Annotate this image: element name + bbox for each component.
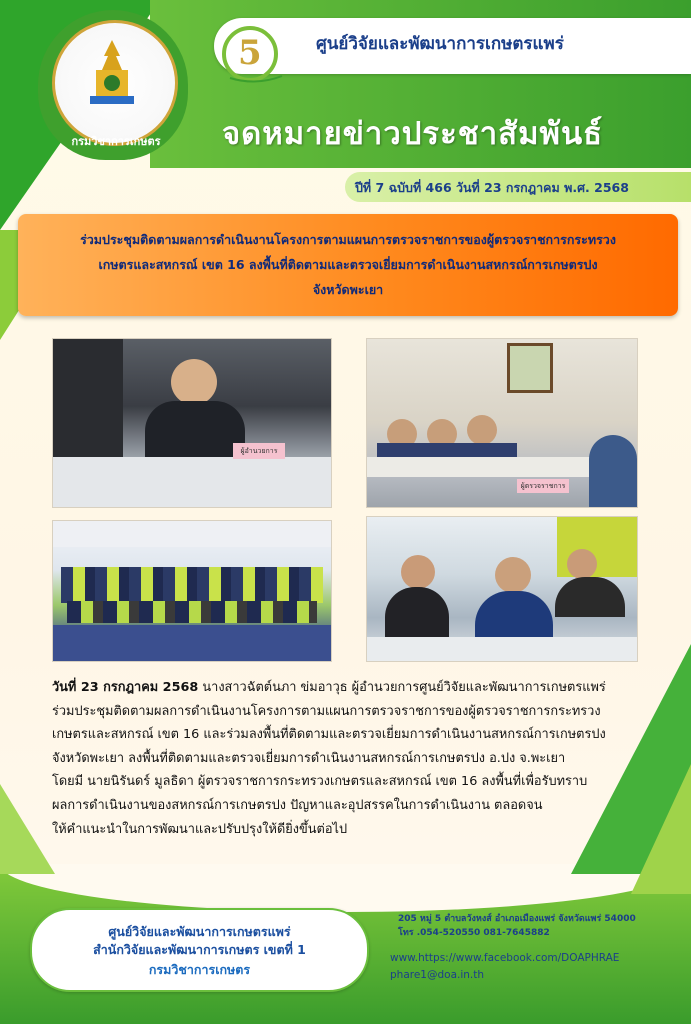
body-line: วันที่ 23 กรกฎาคม 2568 นางสาวฉัตต์นภา ข่มอาวุธ ผู้อำนวยการศูนย์วิจัยและพัฒนาการเกษตรแพร่ (52, 680, 606, 695)
corner-decoration-bottom-left (0, 784, 55, 874)
headline-line: เกษตรและสหกรณ์ เขต 16 ลงพื้นที่ติดตามและตรวจเยี่ยมการดำเนินงานสหกรณ์การเกษตรปง (98, 257, 598, 272)
svg-text:5: 5 (238, 33, 262, 73)
headline-box (18, 214, 678, 316)
headline-line: ร่วมประชุมติดตามผลการดำเนินงานโครงการตามแผนการตรวจราชการของผู้ตรวจราชการกระทรวง (80, 232, 616, 247)
footer-department-name: กรมวิชาการเกษตร (148, 962, 251, 977)
body-line: โดยมี นายนิรันดร์ มูลธิดา ผู้ตรวจราชการกระทรวงเกษตรและสหกรณ์ เขต 16 ลงพื้นที่เพื่อรับทราบ (52, 774, 588, 790)
contact-address (398, 912, 636, 940)
article-date: วันที่ 23 กรกฎาคม 2568 (52, 680, 199, 695)
photo-meeting-table (366, 338, 638, 508)
photo-director-meeting (52, 338, 332, 508)
contact-online (390, 950, 619, 984)
org-name: ศูนย์วิจัยและพัฒนาการเกษตรแพร่ (316, 34, 564, 54)
address-line: 205 หมู่ 5 ตำบลวังหงส์ อำเภอเมืองแพร่ จังหวัดแพร่ 54000 (398, 914, 636, 924)
body-line: ให้คำแนะนำในการพัฒนาและปรับปรุงให้ดียิ่งขึ้นต่อไป (52, 821, 348, 837)
department-logo (38, 10, 188, 170)
logo-text: กรมวิชาการเกษตร (71, 135, 161, 148)
email-link[interactable]: phare1@doa.in.th (390, 969, 485, 981)
photo-speaker (366, 516, 638, 662)
footer-org-name: ศูนย์วิจัยและพัฒนาการเกษตรแพร่ (108, 924, 291, 939)
phone-line: โทร .054-520550 081-7645882 (398, 928, 550, 938)
body-line: ผลการดำเนินงานของสหกรณ์การเกษตรปง ปัญหาและอุปสรรคในการดำเนินงาน ตลอดจน (52, 797, 543, 813)
body-line: เกษตรและสหกรณ์ เขต 16 และร่วมลงพื้นที่ติดตามและตรวจเยี่ยมการดำเนินงานสหกรณ์การเกษตรปง (52, 727, 606, 743)
name-plate: ผู้ตรวจราชการ (517, 479, 569, 493)
body-line: ร่วมประชุมติดตามผลการดำเนินงานโครงการตามแผนการตรวจราชการของผู้ตรวจราชการกระทรวง (52, 703, 601, 719)
body-line: จังหวัดพะเยา ลงพื้นที่ติดตามและตรวจเยี่ยมการดำเนินงานสหกรณ์การเกษตรปง อ.ปง จ.พะเยา (52, 750, 566, 766)
footer-office-name: สำนักวิจัยและพัฒนาการเกษตร เขตที่ 1 (93, 942, 306, 957)
name-plate: ผู้อำนวยการ (233, 443, 285, 459)
footer-org-card (30, 908, 369, 992)
emblem-icon (86, 38, 138, 108)
bulletin-title: จดหมายข่าวประชาสัมพันธ์ (222, 116, 604, 152)
issue-info: ปีที่ 7 ฉบับที่ 466 วันที่ 23 กรกฎาคม พ.ศ. 2568 (355, 180, 629, 195)
anniversary-logo-icon (220, 18, 292, 88)
website-link[interactable]: www.https://www.facebook.com/DOAPHRAE (390, 952, 620, 964)
photo-group (52, 520, 332, 662)
article-body (52, 676, 652, 841)
headline-line: จังหวัดพะเยา (312, 282, 384, 297)
